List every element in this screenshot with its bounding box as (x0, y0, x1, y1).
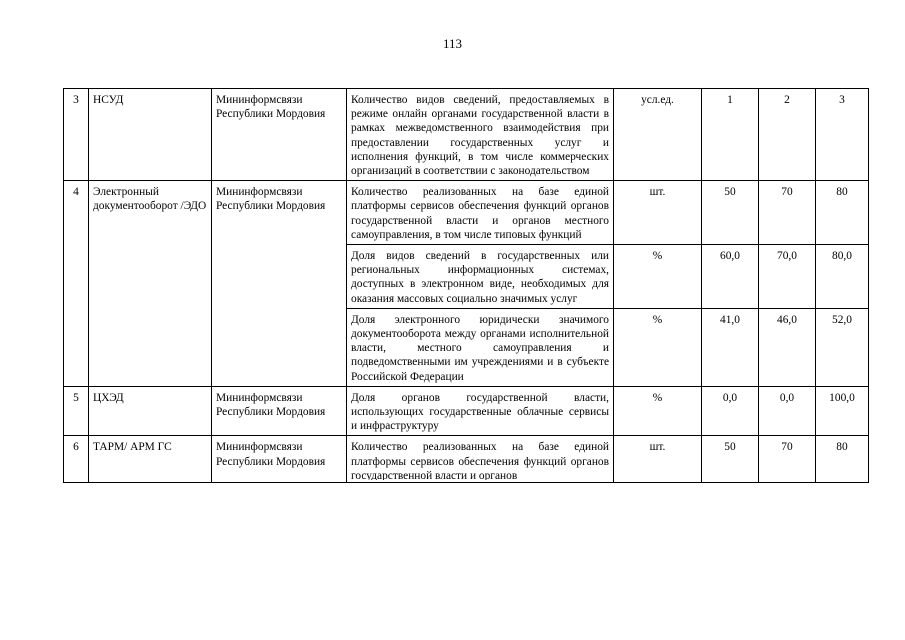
responsible-body: Мининформсвязи Республики Мордовия (212, 181, 347, 387)
value-year-1: 50 (702, 436, 759, 483)
page-number: 113 (442, 36, 463, 51)
system-name: ТАРМ/ АРМ ГС (89, 436, 212, 483)
indicator-text: Доля видов сведений в государственных или региональных информационных системах, доступных в электронном виде, необходимых для оказания массовых социально значимых услуг (347, 245, 614, 309)
value-year-1: 60,0 (702, 245, 759, 309)
system-name: ЦХЭД (89, 386, 212, 436)
indicator-text: Доля электронного юридически значимого документооборота между органами исполнительной власти, местного самоуправления и подведомственными им учреждениями и в субъекте Российской Федерации (347, 308, 614, 386)
value-year-1: 50 (702, 181, 759, 245)
value-year-3: 80 (816, 436, 869, 483)
responsible-body: Мининформсвязи Республики Мордовия (212, 436, 347, 483)
table-row (64, 436, 869, 483)
indicator-unit: шт. (614, 436, 702, 483)
value-year-2: 46,0 (759, 308, 816, 386)
value-year-2: 70 (759, 181, 816, 245)
value-year-1: 41,0 (702, 308, 759, 386)
responsible-body: Мининформсвязи Республики Мордовия (212, 386, 347, 436)
value-year-3: 80,0 (816, 245, 869, 309)
value-year-2: 70,0 (759, 245, 816, 309)
indicator-text-content: Количество реализованных на базе единой платформы сервисов обеспечения функций органов государственной власти и органов (351, 441, 609, 481)
indicator-unit: % (614, 386, 702, 436)
value-year-3: 52,0 (816, 308, 869, 386)
table-row (64, 89, 869, 181)
value-year-1: 0,0 (702, 386, 759, 436)
value-year-2: 0,0 (759, 386, 816, 436)
value-year-2: 2 (759, 89, 816, 181)
indicator-unit: усл.ед. (614, 89, 702, 181)
indicator-text (347, 436, 614, 483)
row-number: 6 (64, 436, 89, 483)
value-year-1: 1 (702, 89, 759, 181)
indicator-text: Количество реализованных на базе единой платформы сервисов обеспечения функций органов государственной власти и органов местного самоуправления, в том числе типовых функций (347, 181, 614, 245)
value-year-3: 100,0 (816, 386, 869, 436)
table-row (64, 181, 869, 245)
row-number: 3 (64, 89, 89, 181)
table-row (64, 386, 869, 436)
indicator-unit: шт. (614, 181, 702, 245)
value-year-3: 80 (816, 181, 869, 245)
system-name: Электронный документооборот /ЭДО (89, 181, 212, 387)
row-number: 4 (64, 181, 89, 387)
system-name: НСУД (89, 89, 212, 181)
indicator-unit: % (614, 308, 702, 386)
indicator-text: Доля органов государственной власти, использующих государственные облачные сервисы и инфраструктуру (347, 386, 614, 436)
responsible-body: Мининформсвязи Республики Мордовия (212, 89, 347, 181)
row-number: 5 (64, 386, 89, 436)
indicators-table (63, 88, 869, 483)
value-year-2: 70 (759, 436, 816, 483)
value-year-3: 3 (816, 89, 869, 181)
indicator-unit: % (614, 245, 702, 309)
indicator-text: Количество видов сведений, предоставляемых в режиме онлайн органами государственной власти в рамках межведомственного взаимодействия при предоставлении государственных услуг и исполнения функций, в том числе коммерческих организаций в соответствии с законодательством (347, 89, 614, 181)
